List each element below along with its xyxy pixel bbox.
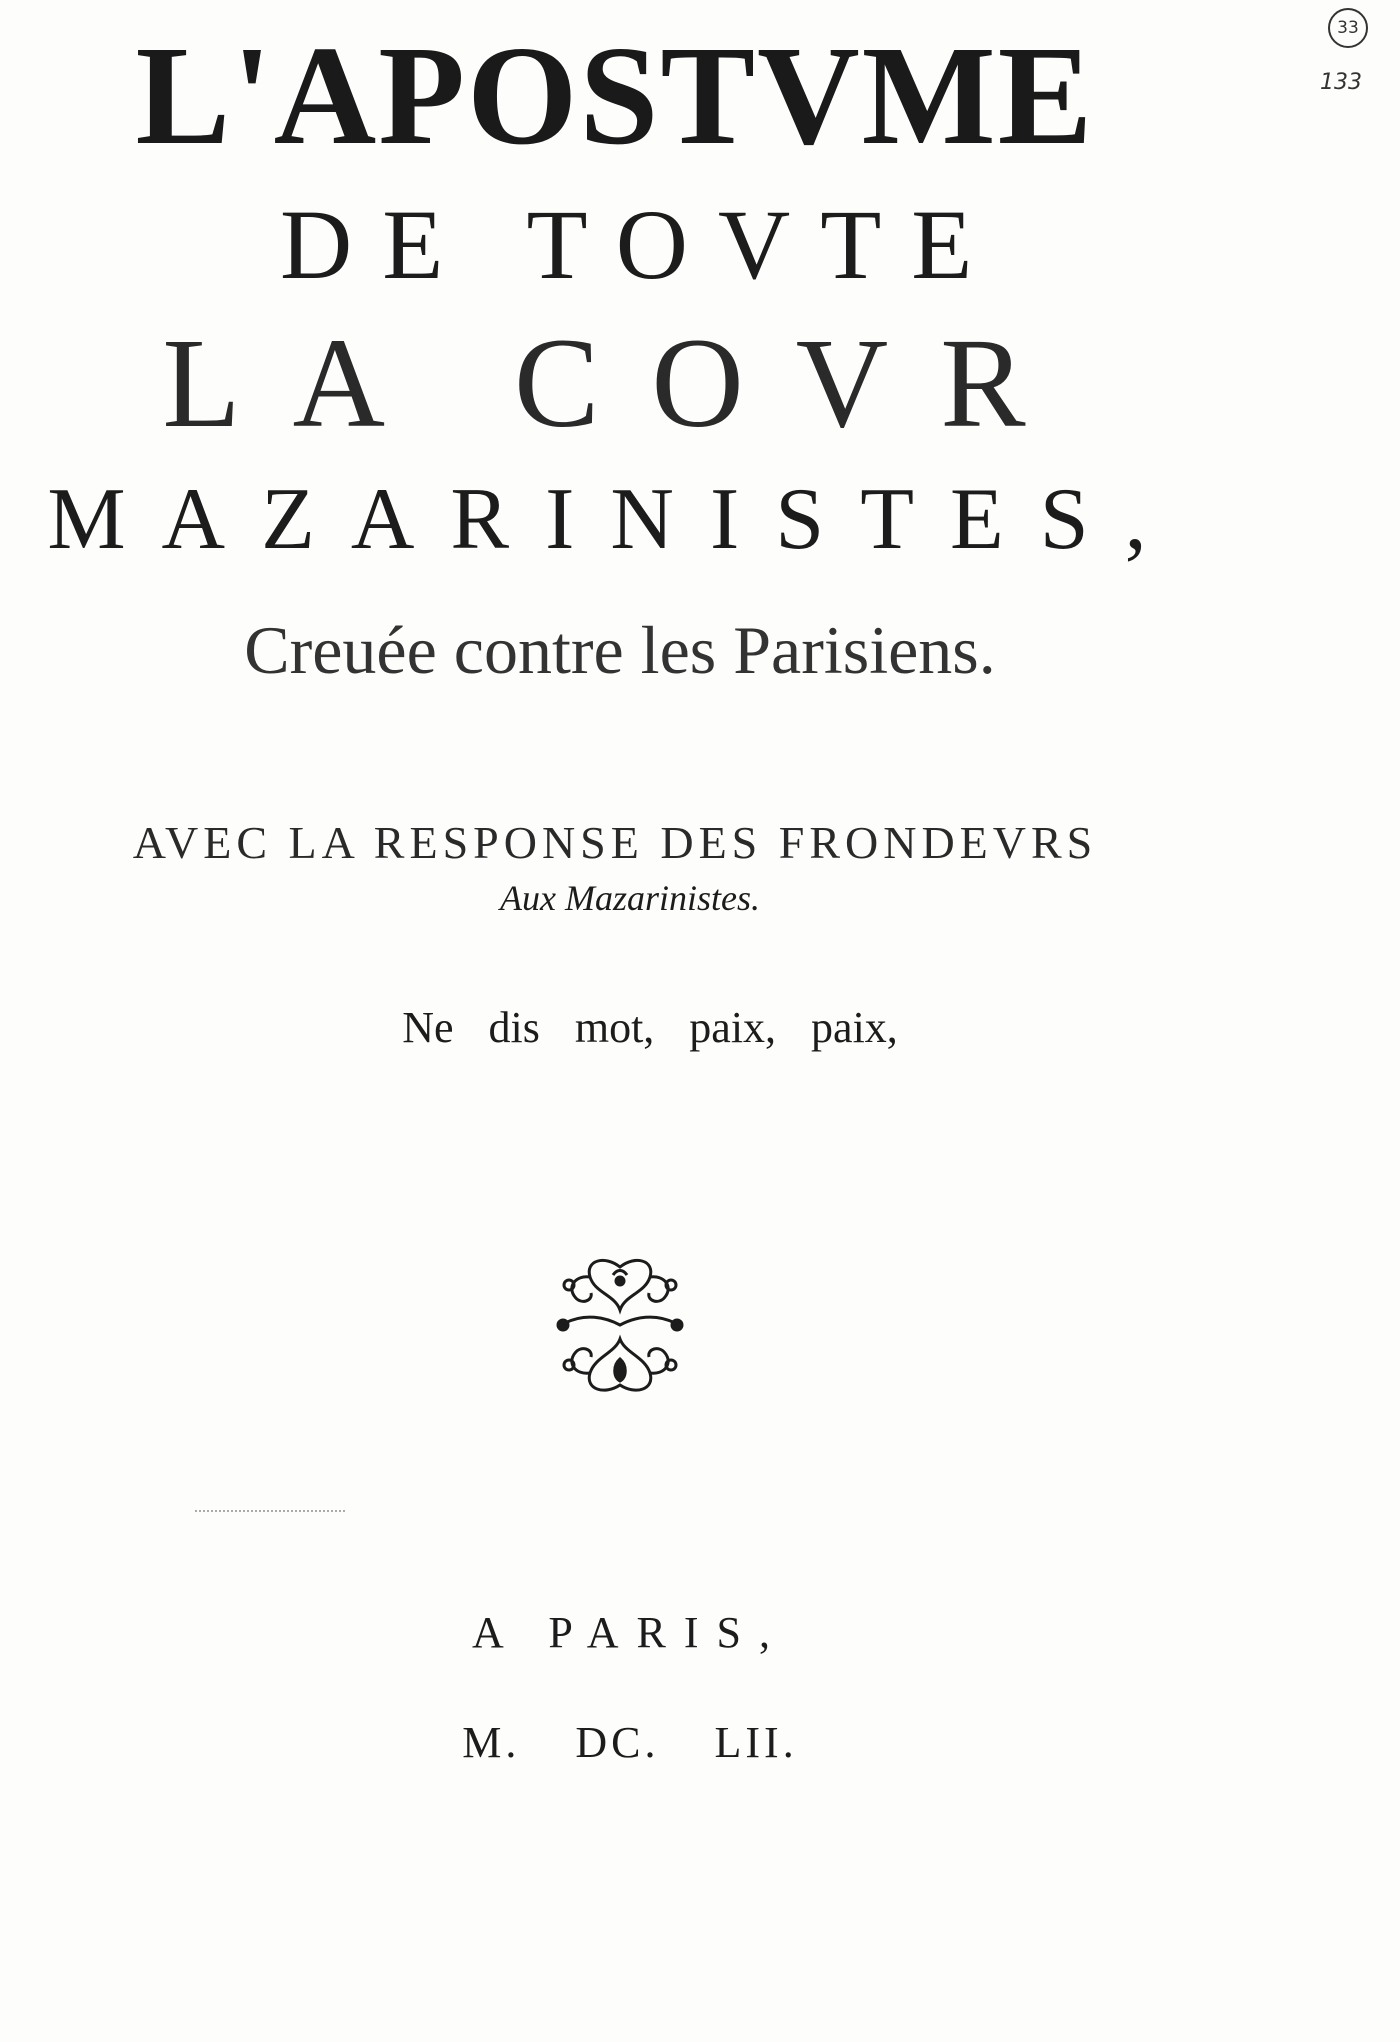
imprint-date: M. DC. LII. — [462, 1718, 798, 1767]
title-line-1: L'APOSTVME — [135, 16, 1095, 174]
stray-ink-marks — [195, 1510, 345, 1512]
printer-ornament-icon — [555, 1255, 685, 1395]
response-line: AVEC LA RESPONSE DES FRONDEVRS — [132, 817, 1098, 868]
circled-shelf-number: 33 — [1328, 8, 1368, 48]
response-line-italic: Aux Mazarinistes. — [500, 878, 760, 918]
handwritten-number: 133 — [1320, 70, 1362, 95]
motto: Ne dis mot, paix, paix, — [402, 1003, 898, 1052]
title-line-2: DE TOVTE — [280, 189, 1003, 300]
title-line-4: MAZARINISTES, — [47, 471, 1183, 568]
imprint-place: A PARIS, — [471, 1608, 789, 1657]
subtitle: Creuée contre les Parisiens. — [244, 612, 996, 688]
margin-annotations — [1320, 8, 1390, 108]
title-line-3: LA COVR — [162, 312, 1078, 454]
